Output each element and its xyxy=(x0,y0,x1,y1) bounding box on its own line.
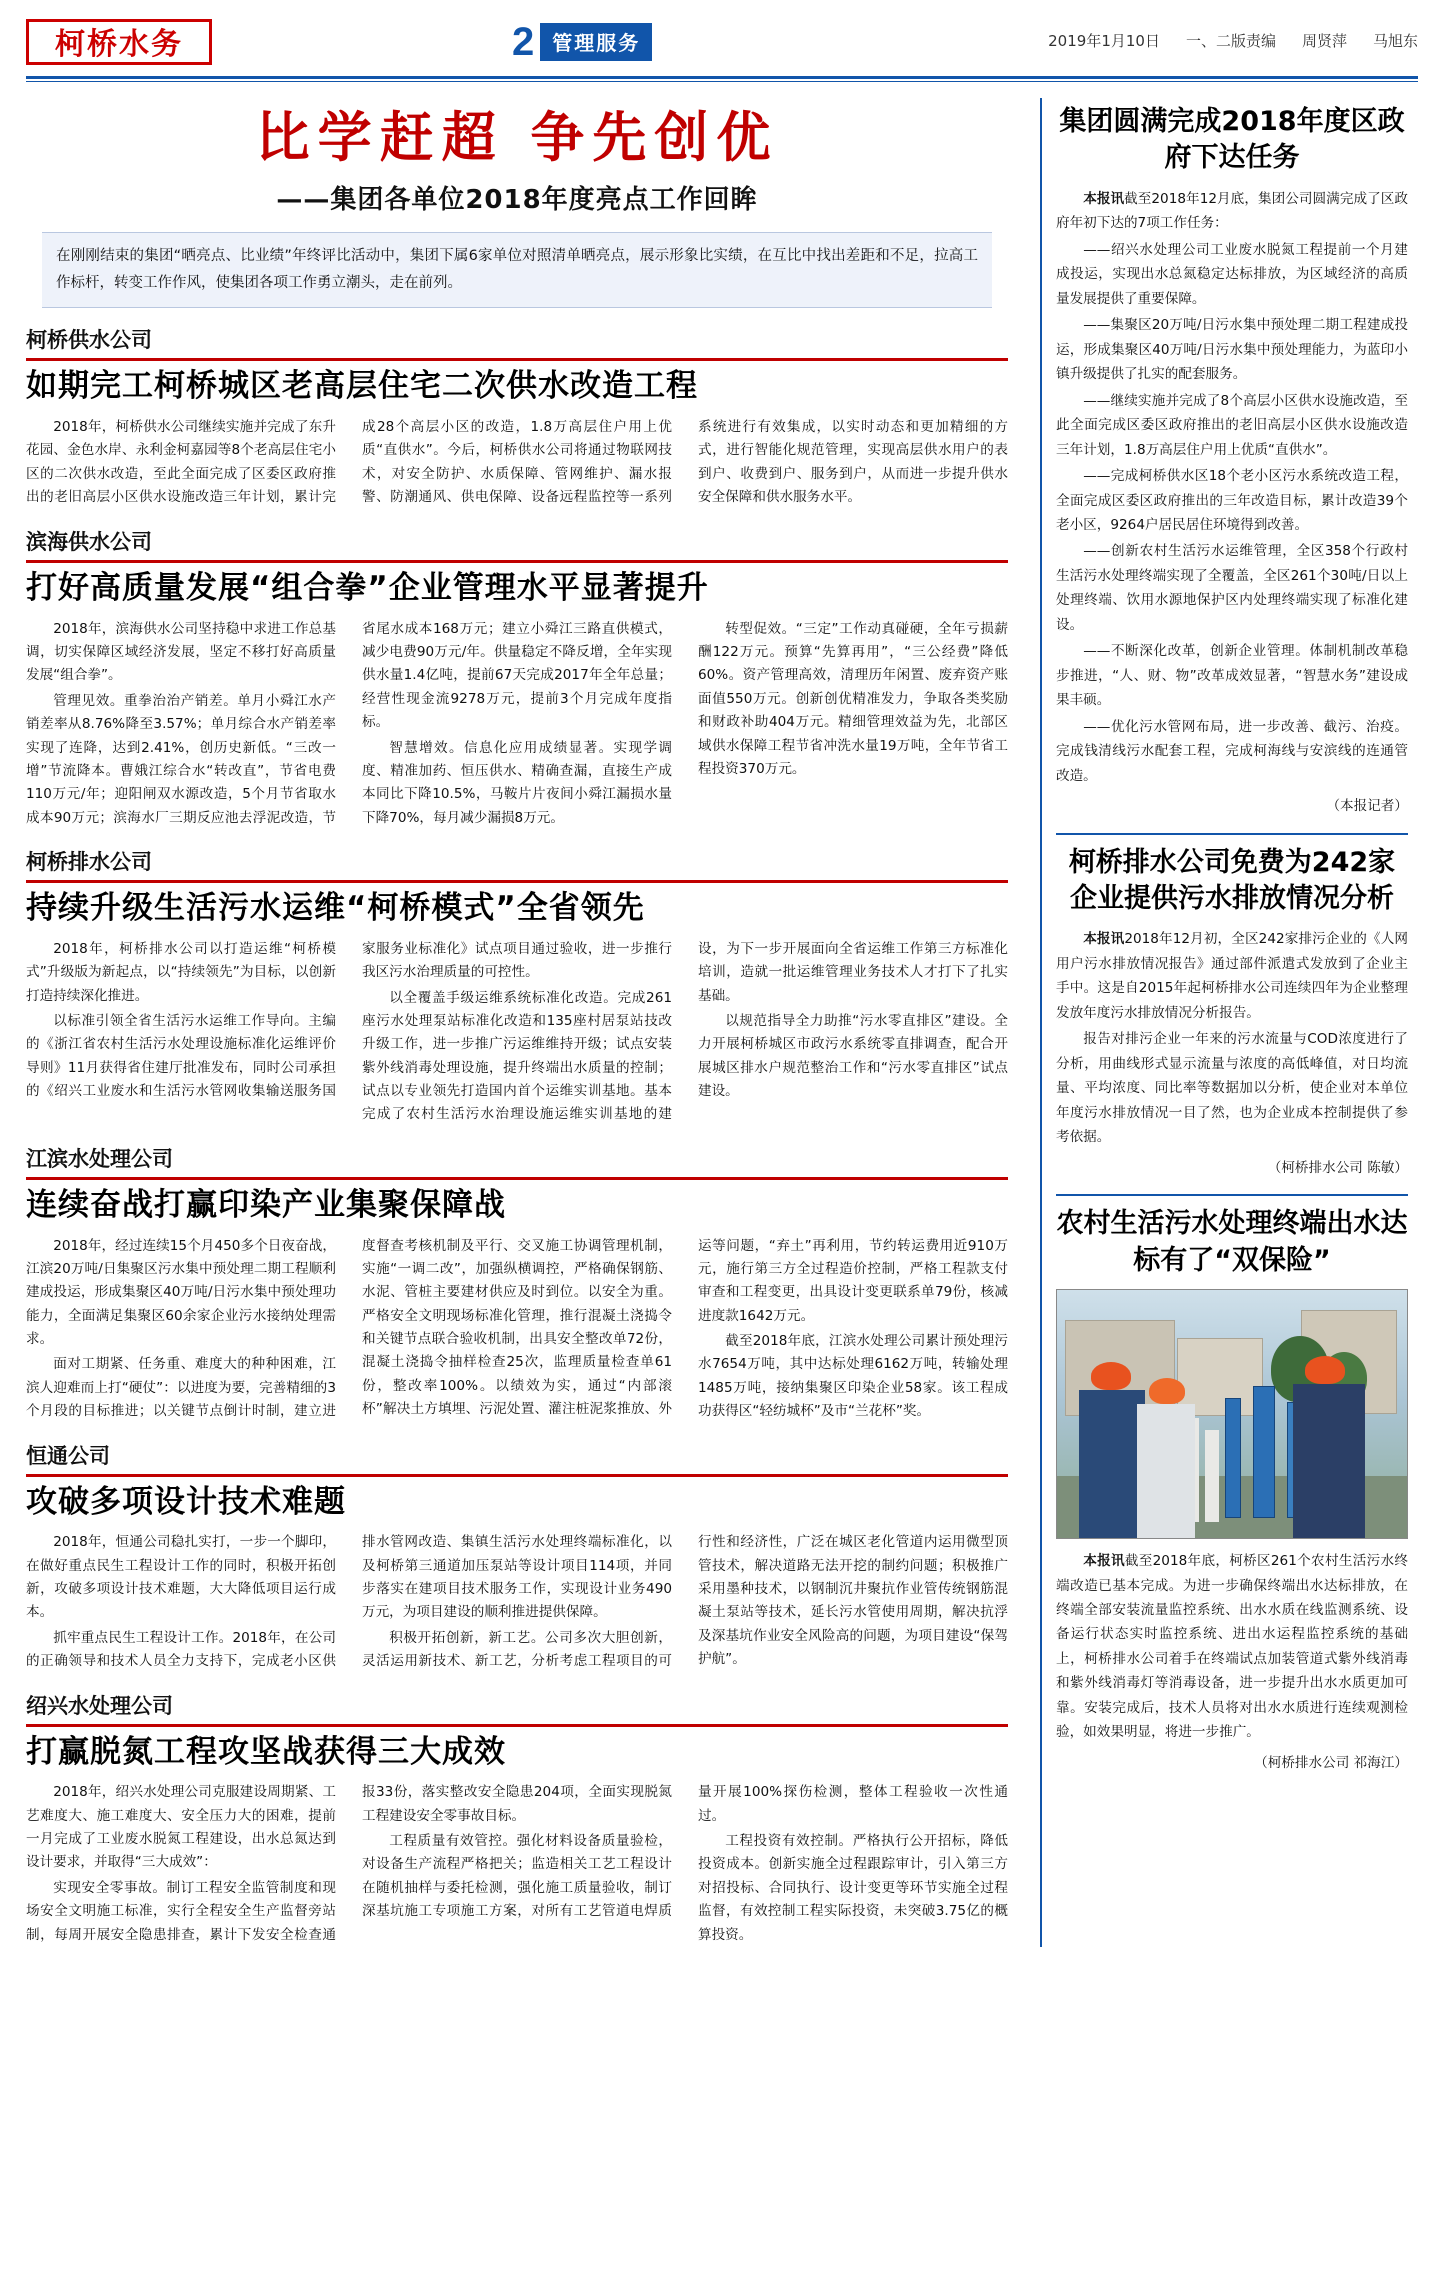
article-sxscl xyxy=(26,1690,1008,1947)
page-marker xyxy=(512,22,652,62)
article-jbscl xyxy=(26,1143,1008,1424)
photo-worker-body xyxy=(1137,1404,1195,1539)
photo-worker-helmet xyxy=(1305,1356,1345,1384)
side-article-paragraph: ——优化污水管网布局，进一步改善、截污、治疫。完成钱清线污水配套工程，完成柯海线与安滨线的连通管改造。 xyxy=(1056,718,1408,784)
article-paragraph: 截至2018年底，江滨水处理公司累计预处理污水7654万吨，其中达标处理6162万吨，转输处理1485万吨，接纳集聚区印染企业58家。该工程成功获得区“轻纺城杯”及市“兰花杯”奖。 xyxy=(698,1333,1008,1420)
section-tag: 管理服务 xyxy=(540,23,652,61)
side-article-paragraph: ——集聚区20万吨/日污水集中预处理二期工程建成投运，形成集聚区40万吨/日污水集中预处理能力，为蓝印小镇升级提供了扎实的配套服务。 xyxy=(1056,317,1408,383)
side-separator xyxy=(1056,1194,1408,1196)
side-article-1 xyxy=(1056,104,1408,819)
main-subheadline: ——集团各单位2018年度亮点工作回眸 xyxy=(276,185,758,216)
side-article-paragraph: ——创新农村生活污水运维管理，全区358个行政村生活污水处理终端实现了全覆盖，全区261个30吨/日以上处理终端、饮用水源地保护区内处理终端实现了标准化建设。 xyxy=(1056,543,1408,633)
article-body xyxy=(26,1235,1008,1424)
article-paragraph: 以规范指导全力助推“污水零直排区”建设。全力开展柯桥城区市政污水系统零直排调查，配合开展城区排水户规范整治工作和“污水零直排区”试点建设。 xyxy=(698,1012,1008,1100)
photo-worker-helmet xyxy=(1091,1362,1131,1390)
article-paragraph: 工程质量有效管控。强化材料设备质量验检，对设备生产流程严格把关；监造相关工艺工程设计在随机抽样与委托检测，强化施工质量验收，制订深基坑施工专项施工方案，对所有工艺管道电焊质量开展100%探伤检测，整体工程验收一次性通过。 xyxy=(362,1784,1008,1920)
article-unit-rule xyxy=(26,560,1008,563)
article-paragraph: 以全覆盖手级运维系统标准化改造。完成261座污水处理泵站标准化改造和135座村居泵站技改升级工作，进一步推广污运维维持开级；试点安装紫外线消毒处理设施，提升终端出水质量的控制；试点以专业领先打造国内首个运维实训基地。基本完成了农村生活污水治理设施运维实训基地的建设，为下一步开展面向全省运维工作第三方标准化培训，造就一批运维管理业务技术人才打下了扎实基础。 xyxy=(362,940,1008,1123)
side-article-byline: （柯桥排水公司 陈敏） xyxy=(1267,1159,1408,1176)
side-separator xyxy=(1056,833,1408,835)
article-body xyxy=(26,1781,1008,1947)
article-paragraph: 2018年，绍兴水处理公司克服建设周期紧、工艺难度大、施工难度大、安全压力大的困难，提前一月完成了工业废水脱氮工程建设，出水总氮达到设计要求，并取得“三大成效”： xyxy=(26,1784,336,1871)
article-title: 如期完工柯桥城区老高层住宅二次供水改造工程 xyxy=(26,368,698,405)
side-article-2 xyxy=(1056,845,1408,1181)
side-article-paragraph: ——完成柯桥供水区18个老小区污水系统改造工程，全面完成区委区政府推出的三年改造目标，累计改造39个老小区，9264户居民居住环境得到改善。 xyxy=(1056,468,1408,533)
side-article-text: 截至2018年底，柯桥区261个农村生活污水终端改造已基本完成。为进一步确保终端出水达标排放，在终端全部安装流量监控系统、出水水质在线监测系统、设备运行状态实时监控系统、进出水运程监控系统的基础上，柯桥排水公司着手在终端试点加装管道式紫外线消毒和紫外线消毒灯等消毒设备，进一步提升出水水质更加可靠。安装完成后，技术人员将对出水水质进行连续观测检验，如效果明显，将进一步推广。 xyxy=(1056,1553,1409,1741)
masthead-meta xyxy=(1048,30,1418,55)
photo-worker-body xyxy=(1079,1390,1145,1539)
article-unit-name: 柯桥供水公司 xyxy=(26,328,152,353)
photo-pipe xyxy=(1253,1386,1275,1518)
article-paragraph: 转型促效。“三定”工作动真碰硬，全年亏损薪酬122万元。预算“先算再用”，“三公经费”降低60%。资产管理高效，清理历年闲置、废弃资产账面值550万元。创新创优精准发力，争取各类奖励和财政补助404万元。精细管理效益为先，北部区域供水保障工程节省冲洗水量19万吨，全年节省工程投资370万元。 xyxy=(698,620,1008,777)
side-article-paragraph xyxy=(1056,187,1408,236)
article-unit-name: 绍兴水处理公司 xyxy=(26,1693,173,1718)
side-article-paragraph: ——继续实施并完成了8个高层小区供水设施改造，至此全面完成区委区政府推出的老旧高层小区供水设施改造三年计划，1.8万高层住户用上优质“直供水”。 xyxy=(1056,392,1408,458)
article-title: 持续升级生活污水运维“柯桥模式”全省领先 xyxy=(26,890,645,927)
article-bhgs xyxy=(26,526,1008,830)
publication-logo xyxy=(26,19,212,65)
side-article-paragraph xyxy=(1056,1549,1408,1745)
article-paragraph: 管理见效。重拳治治产销差。单月小舜江水产销差率从8.76%降至3.57%；单月综合水产销差率实现了连降，达到2.41%，创历史新低。“三改一增”节流降本。曹娥江综合水“转改直”，节省电费110万元/年；迎阳闸双水源改造，5个月节省取水成本90万元；滨海水厂三期反应池去浮泥改造，节省尾水成本168万元；建立小舜江三路直供模式，减少电费90万元/年。供量稳定不降反增，全年实现供水量1.4亿吨，提前67天完成2017年全年总量；经营性现金流9278万元，提前3个月完成年度指标。 xyxy=(26,620,672,826)
page-body xyxy=(26,98,1418,1947)
article-paragraph: 以标准引领全省生活污水运维工作导向。主编的《浙江省农村生活污水处理设施标准化运维评价导则》11月获得省住建厅批准发布，同时公司承担的《绍兴工业废水和生活污水管网收集输送服务国家服务业标准化》试点项目通过验收，进一步推行我区污水治理质量的可控性。 xyxy=(26,940,672,1100)
article-kqgs xyxy=(26,324,1008,510)
article-paragraph: 抓牢重点民生工程设计工作。2018年，在公司的正确领导和技术人员全力支持下，完成老小区供排水管网改造、集镇生活污水处理终端标准化，以及柯桥第三通道加压泵站等设计项目114项，并同步落实在建项目技术服务工作，实现设计业务490万元，为项目建设的顺利推进提供保障。 xyxy=(26,1534,672,1670)
column-divider xyxy=(1040,98,1042,1947)
article-paragraph: 2018年，经过连续15个月450多个日夜奋战，江滨20万吨/日集聚区污水集中预处理二期工程顺利建成投运，形成集聚区40万吨/日污水集中预处理功能力，全面满足集聚区60余家企业污水接纳处理需求。 xyxy=(26,1237,336,1348)
article-paragraph: 积极开拓创新，新工艺。公司多次大胆创新，灵活运用新技术、新工艺，分析考虑工程项目的可行性和经济性，广泛在城区老化管道内运用微型顶管技术，解决道路无法开挖的制约问题；积极推广采用墨种技术，以钢制沉井聚抗作业管传统钢筋混凝土泵站等技术，延长污水管使用周期，解决抗浮及深基坑作业安全风险高的问题，为项目建设“保驾护航”。 xyxy=(362,1534,1008,1670)
article-unit-rule xyxy=(26,358,1008,361)
masthead-rule-thin xyxy=(26,81,1418,82)
side-article-title: 柯桥排水公司免费为242家企业提供污水排放情况分析 xyxy=(1068,846,1396,915)
side-article-title: 集团圆满完成2018年度区政府下达任务 xyxy=(1059,106,1405,174)
article-paragraph: 面对工期紧、任务重、难度大的种种困难，江滨人迎难而上打“硬仗”：以进度为要，完善精细的3个月段的目标推进；以关键节点倒计时制，建立进度督查考核机制及平行、交叉施工协调管理机制，实施“一调二改”，加强纵横调控，严格确保钢筋、水泥、管桩主要建材供应及时到位。以安全为重。严格安全文明现场标准化管理，推行混凝土浇捣令和关键节点联合验收机制，出具安全整改单72份，混凝土浇捣令抽样检查25次，监理质量检查单61份，整改率100%。以绩效为实，通过“内部滚杯”解决土方填埋、污泥处置、灌注桩泥浆推放、外运等问题，“弃土”再利用，节约转运费用近910万元，施行第三方全过程造价控制，严格工程款支付审查和工程变更，出具设计变更联系单79份，核减进度款1642万元。 xyxy=(26,1237,1008,1420)
side-article-3 xyxy=(1056,1206,1408,1775)
article-paragraph: 工程投资有效控制。严格执行公开招标，降低投资成本。创新实施全过程跟踪审计，引入第三方对招投标、合同执行、设计变更等环节实施全过程监督，有效控制工程实际投资，未突破3.75亿的概算投资。 xyxy=(698,1833,1008,1943)
side-article-text: 2018年12月初，全区242家排污企业的《人网用户污水排放情况报告》通过部件派遣式发放到了企业主手中。这是自2015年起柯桥排水公司连续四年为企业整理发放年度污水排放情况分析报告。 xyxy=(1056,931,1408,1021)
article-paragraph: 2018年，柯桥排水公司以打造运维“柯桥模式”升级版为新起点，以“持续领先”为目标，以创新打造持续深化推进。 xyxy=(26,940,336,1004)
photo-pipe xyxy=(1225,1398,1241,1518)
article-unit-rule xyxy=(26,1474,1008,1477)
side-article-title: 农村生活污水处理终端出水达标有了“双保险” xyxy=(1056,1208,1408,1276)
main-headline: 比学赶超 争先创优 xyxy=(255,106,779,169)
article-unit-name: 恒通公司 xyxy=(26,1443,110,1468)
article-unit-rule xyxy=(26,880,1008,883)
publication-logo-text: 柯桥水务 xyxy=(55,27,183,62)
article-unit-name: 江滨水处理公司 xyxy=(26,1146,173,1171)
side-article-lede: 本报讯 xyxy=(1083,931,1125,948)
article-unit-name: 柯桥排水公司 xyxy=(26,850,152,875)
editor-label: 一、二版责编 xyxy=(1185,31,1276,50)
side-article-byline: （本报记者） xyxy=(1326,798,1408,815)
side-article-paragraph xyxy=(1056,927,1408,1025)
article-body xyxy=(26,938,1008,1127)
article-paragraph: 2018年，恒通公司稳扎实打，一步一个脚印，在做好重点民生工程设计工作的同时，积极开拓创新，攻破多项设计技术难题，大大降低项目运行成本。 xyxy=(26,1534,336,1621)
masthead-rule-thick xyxy=(26,76,1418,79)
side-article-paragraph: ——不断深化改革，创新企业管理。体制机制改革稳步推进，“人、财、物”改革成效显著，“智慧水务”建设成果丰硕。 xyxy=(1056,643,1408,709)
article-paragraph: 2018年，滨海供水公司坚持稳中求进工作总基调，切实保障区域经济发展，坚定不移打好高质量发展“组合拳”。 xyxy=(26,620,336,684)
article-unit-name: 滨海供水公司 xyxy=(26,529,152,554)
article-unit-rule xyxy=(26,1724,1008,1727)
side-article-lede: 本报讯 xyxy=(1083,1553,1125,1570)
photo-equipment xyxy=(1205,1430,1219,1522)
photo-worker-helmet xyxy=(1149,1378,1185,1404)
article-body xyxy=(26,1531,1008,1673)
main-column xyxy=(26,98,1026,1947)
article-body xyxy=(26,618,1008,830)
editor-name-1: 周贤萍 xyxy=(1301,31,1347,50)
news-photo xyxy=(1056,1289,1408,1539)
photo-worker-body xyxy=(1293,1384,1365,1539)
side-article-text: 截至2018年12月底，集团公司圆满完成了区政府年初下达的7项工作任务： xyxy=(1056,190,1408,232)
article-kqps xyxy=(26,846,1008,1127)
masthead xyxy=(26,14,1418,70)
lead-paragraph: 在刚刚结束的集团“晒亮点、比业绩”年终评比活动中，集团下属6家单位对照清单晒亮点，展示形象比实绩，在互比中找出差距和不足，拉高工作标杆，转变工作作风，使集团各项工作勇立潮头，走在前列。 xyxy=(42,232,992,308)
article-htgs xyxy=(26,1440,1008,1674)
article-paragraph: 智慧增效。信息化应用成绩显著。实现学调度、精准加药、恒压供水、精确查漏，直接生产成本同比下降10.5%，马鞍片片夜间小舜江漏损水量下降70%，每月减少漏损8万元。 xyxy=(362,739,672,826)
editor-name-2: 马旭东 xyxy=(1372,31,1418,50)
side-article-paragraph: 报告对排污企业一年来的污水流量与COD浓度进行了分析，用曲线形式显示流量与浓度的高低峰值，对日均流量、平均浓度、同比率等数据加以分析，使企业对本单位年度污水排放情况一目了然，也为企业成本控制提供了参考依据。 xyxy=(1056,1031,1408,1146)
side-article-byline: （柯桥排水公司 祁海江） xyxy=(1254,1754,1408,1771)
article-title: 打赢脱氮工程攻坚战获得三大成效 xyxy=(26,1733,506,1770)
side-article-lede: 本报讯 xyxy=(1083,190,1125,207)
page-number: 2 xyxy=(512,20,535,64)
side-article-paragraph: ——绍兴水处理公司工业废水脱氮工程提前一个月建成投运，实现出水总氮稳定达标排放，为区域经济的高质量发展提供了重要保障。 xyxy=(1056,241,1408,307)
publication-date: 2019年1月10日 xyxy=(1048,31,1160,50)
article-paragraph: 实现安全零事故。制订工程安全监管制度和现场安全文明施工标准，实行全程安全生产监督旁站制，每周开展安全隐患排查，累计下发安全检查通报33份，落实整改安全隐患204项，全面实现脱氮工程建设安全零事故目标。 xyxy=(26,1784,672,1943)
article-unit-rule xyxy=(26,1177,1008,1180)
article-title: 攻破多项设计技术难题 xyxy=(26,1483,346,1520)
article-title: 连续奋战打赢印染产业集聚保障战 xyxy=(26,1186,506,1223)
article-title: 打好高质量发展“组合拳”企业管理水平显著提升 xyxy=(26,569,709,606)
article-body xyxy=(26,416,1008,510)
side-column xyxy=(1056,98,1408,1947)
article-paragraph: 2018年，柯桥供水公司继续实施并完成了东升花园、金色水岸、永利金柯嘉园等8个老高层住宅小区的二次供水改造，至此全面完成了区委区政府推出的老旧高层小区供水设施改造三年计划，累计完成28个高层小区的改造，1.8万高层住户用上优质“直供水”。今后，柯桥供水公司将通过物联网技术，对安全防护、水质保障、管网维护、漏水报警、防潮通风、供电保障、设备远程监控等一系列系统进行有效集成，以实时动态和更加精细的方式，进行智能化规范管理，实现高层供水用户的表到户、收费到户、服务到户，从而进一步提升供水安全保障和供水服务水平。 xyxy=(26,418,1008,505)
